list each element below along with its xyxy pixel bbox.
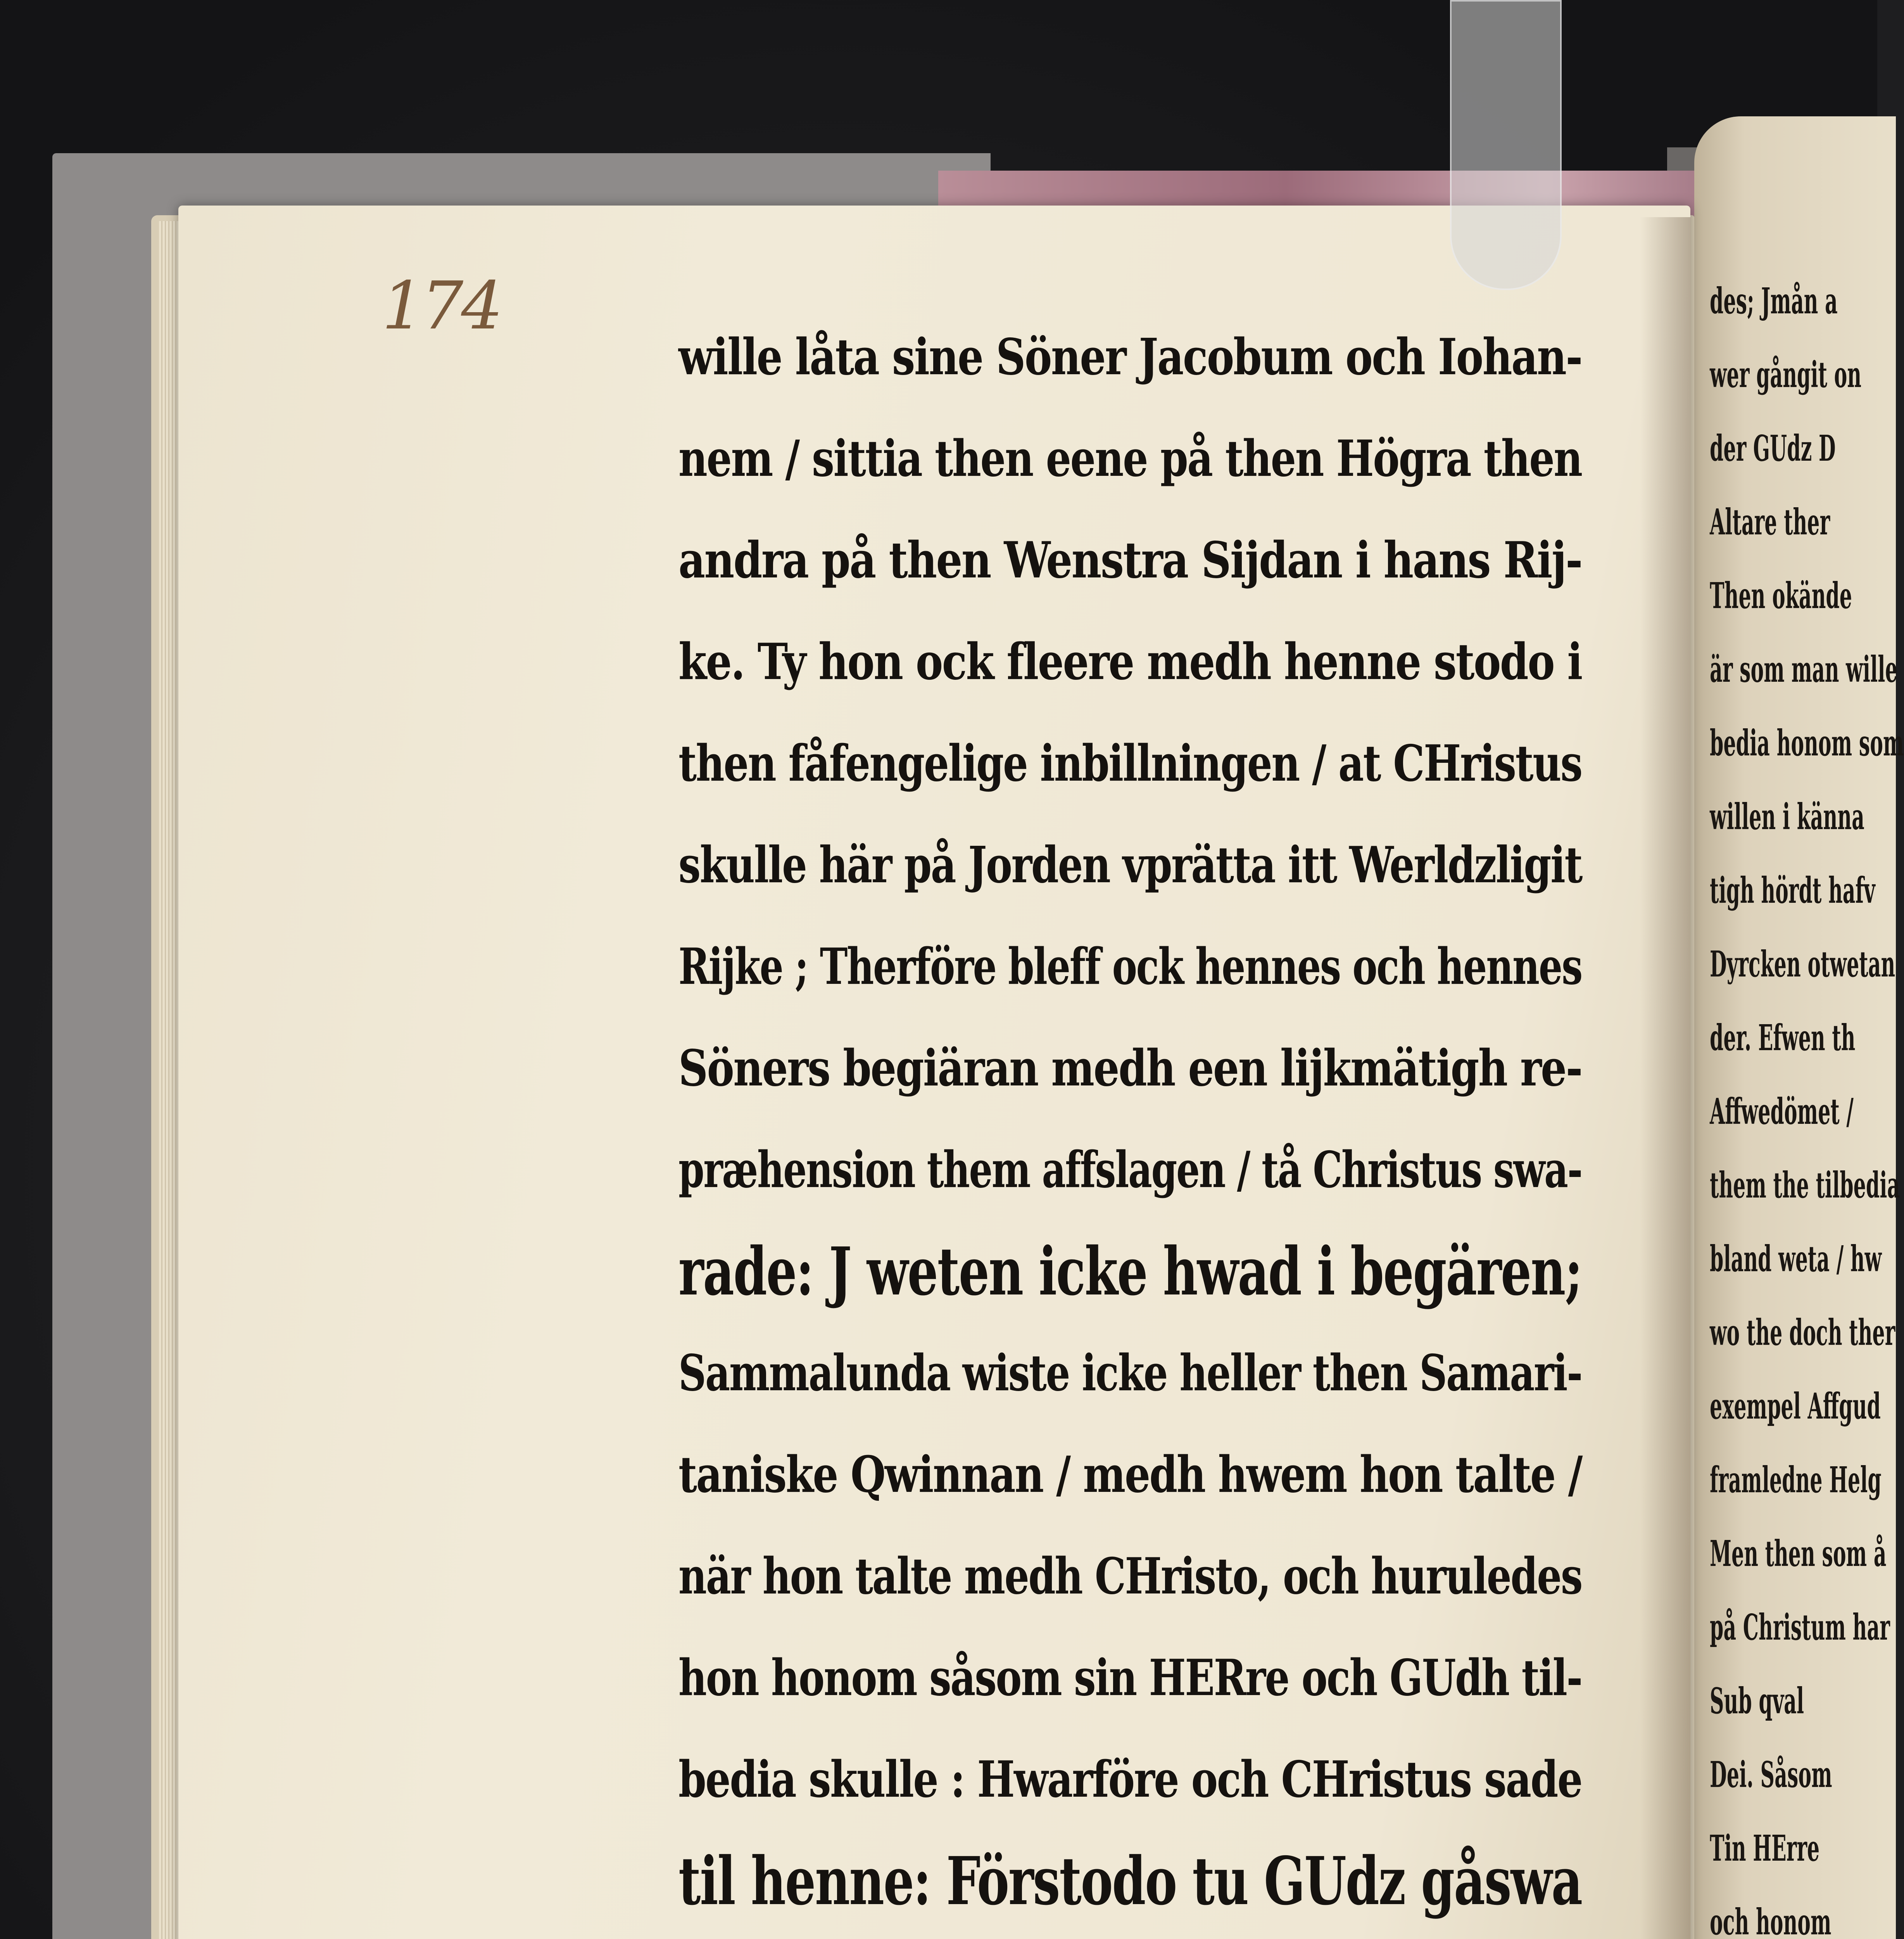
text-line	[678, 1830, 1582, 1932]
text-line-content: hon honom såsom sin HERre och GUdh til-	[678, 1649, 1582, 1707]
facing-text-line: Sub qval	[1710, 1680, 1804, 1722]
facing-text-line: Tin HErre	[1710, 1827, 1820, 1869]
text-line-content: taniske Qwinnan / medh hwem hon talte /	[678, 1446, 1582, 1504]
facing-text-line: der GUdz D	[1710, 427, 1836, 469]
facing-text-line: på Christum har	[1710, 1606, 1890, 1648]
text-line	[678, 408, 1582, 510]
text-line-content: Söners begiäran medh een lijkmätigh re-	[678, 1039, 1582, 1097]
text-line	[678, 1729, 1582, 1830]
text-line	[678, 306, 1582, 408]
text-line	[678, 510, 1582, 611]
text-line	[678, 611, 1582, 713]
facing-text-line: bedia honom som	[1710, 722, 1904, 764]
text-line-content: til henne: Förstodo tu GUdz gåswa	[678, 1842, 1582, 1920]
text-line	[678, 713, 1582, 814]
text-line	[678, 1018, 1582, 1119]
facing-text-line: wer gångit on	[1710, 354, 1862, 396]
facing-text-line: Affwedömet /	[1710, 1090, 1854, 1132]
text-line-content: andra på then Wenstra Sijdan i hans Rij-	[678, 531, 1582, 589]
text-line-content: Rijke ; Therföre bleff ock hennes och hennes	[678, 938, 1582, 996]
facing-text-line: tigh hördt hafv	[1710, 869, 1875, 911]
text-line-content: rade: J weten icke hwad i begären;	[678, 1233, 1582, 1310]
facing-text-line: är som man wille	[1710, 648, 1898, 690]
facing-text-line: och honom	[1710, 1901, 1831, 1939]
page-clip-top	[1450, 0, 1562, 290]
facing-text-line: der. Efwen th	[1710, 1017, 1856, 1059]
text-line-content: præhension them affslagen / tå Christus swa-	[678, 1141, 1582, 1199]
text-line	[678, 1424, 1582, 1526]
text-line	[678, 1119, 1582, 1221]
facing-text-line: Altare ther	[1710, 501, 1830, 543]
text-line-content: wille låta sine Söner Jacobum och Iohan-	[678, 328, 1582, 386]
text-line-content: skulle här på Jorden vprätta itt Werldzligit	[678, 836, 1582, 894]
facing-text-line: them the tilbedia	[1710, 1164, 1900, 1206]
facing-text-line: bland weta / hw	[1710, 1238, 1882, 1280]
text-line-content: Sammalunda wiste icke heller then Samari-	[678, 1344, 1582, 1402]
facing-text-line: willen i känna	[1710, 796, 1864, 838]
facing-page	[1694, 116, 1904, 1939]
text-line-content: när hon talte medh CHristo, och huruledes	[678, 1547, 1582, 1605]
facing-text-line: Then okände	[1710, 575, 1852, 617]
text-line	[678, 916, 1582, 1018]
text-line-content: nem / sittia then eene på then Högra then	[678, 430, 1582, 488]
page-gutter	[1640, 217, 1690, 1939]
text-line-content: bedia skulle : Hwarföre och CHristus sade	[678, 1751, 1582, 1809]
text-line	[678, 1322, 1582, 1424]
facing-text-line: framledne Helg	[1710, 1459, 1882, 1501]
text-line	[678, 1932, 1582, 1939]
text-line	[678, 1627, 1582, 1729]
facing-text-line: exempel Affgud	[1710, 1385, 1881, 1427]
text-line	[678, 814, 1582, 916]
facing-text-line: des; Jmån a	[1710, 280, 1838, 322]
text-line-content: ke. Ty hon ock fleere medh henne stodo i	[678, 633, 1582, 691]
facing-text-line: Dyrcken otwetan	[1710, 943, 1895, 985]
facing-text-line: Dei. Såsom	[1710, 1754, 1832, 1796]
text-line-content: then fåfengelige inbillningen / at CHristus	[678, 734, 1582, 793]
text-line	[678, 1221, 1582, 1322]
text-line	[678, 1526, 1582, 1627]
facing-text-line: Men then som å	[1710, 1533, 1887, 1574]
facing-text-line: wo the doch ther	[1710, 1312, 1895, 1353]
page-number: 174	[382, 268, 501, 344]
page-text	[678, 306, 1582, 1939]
